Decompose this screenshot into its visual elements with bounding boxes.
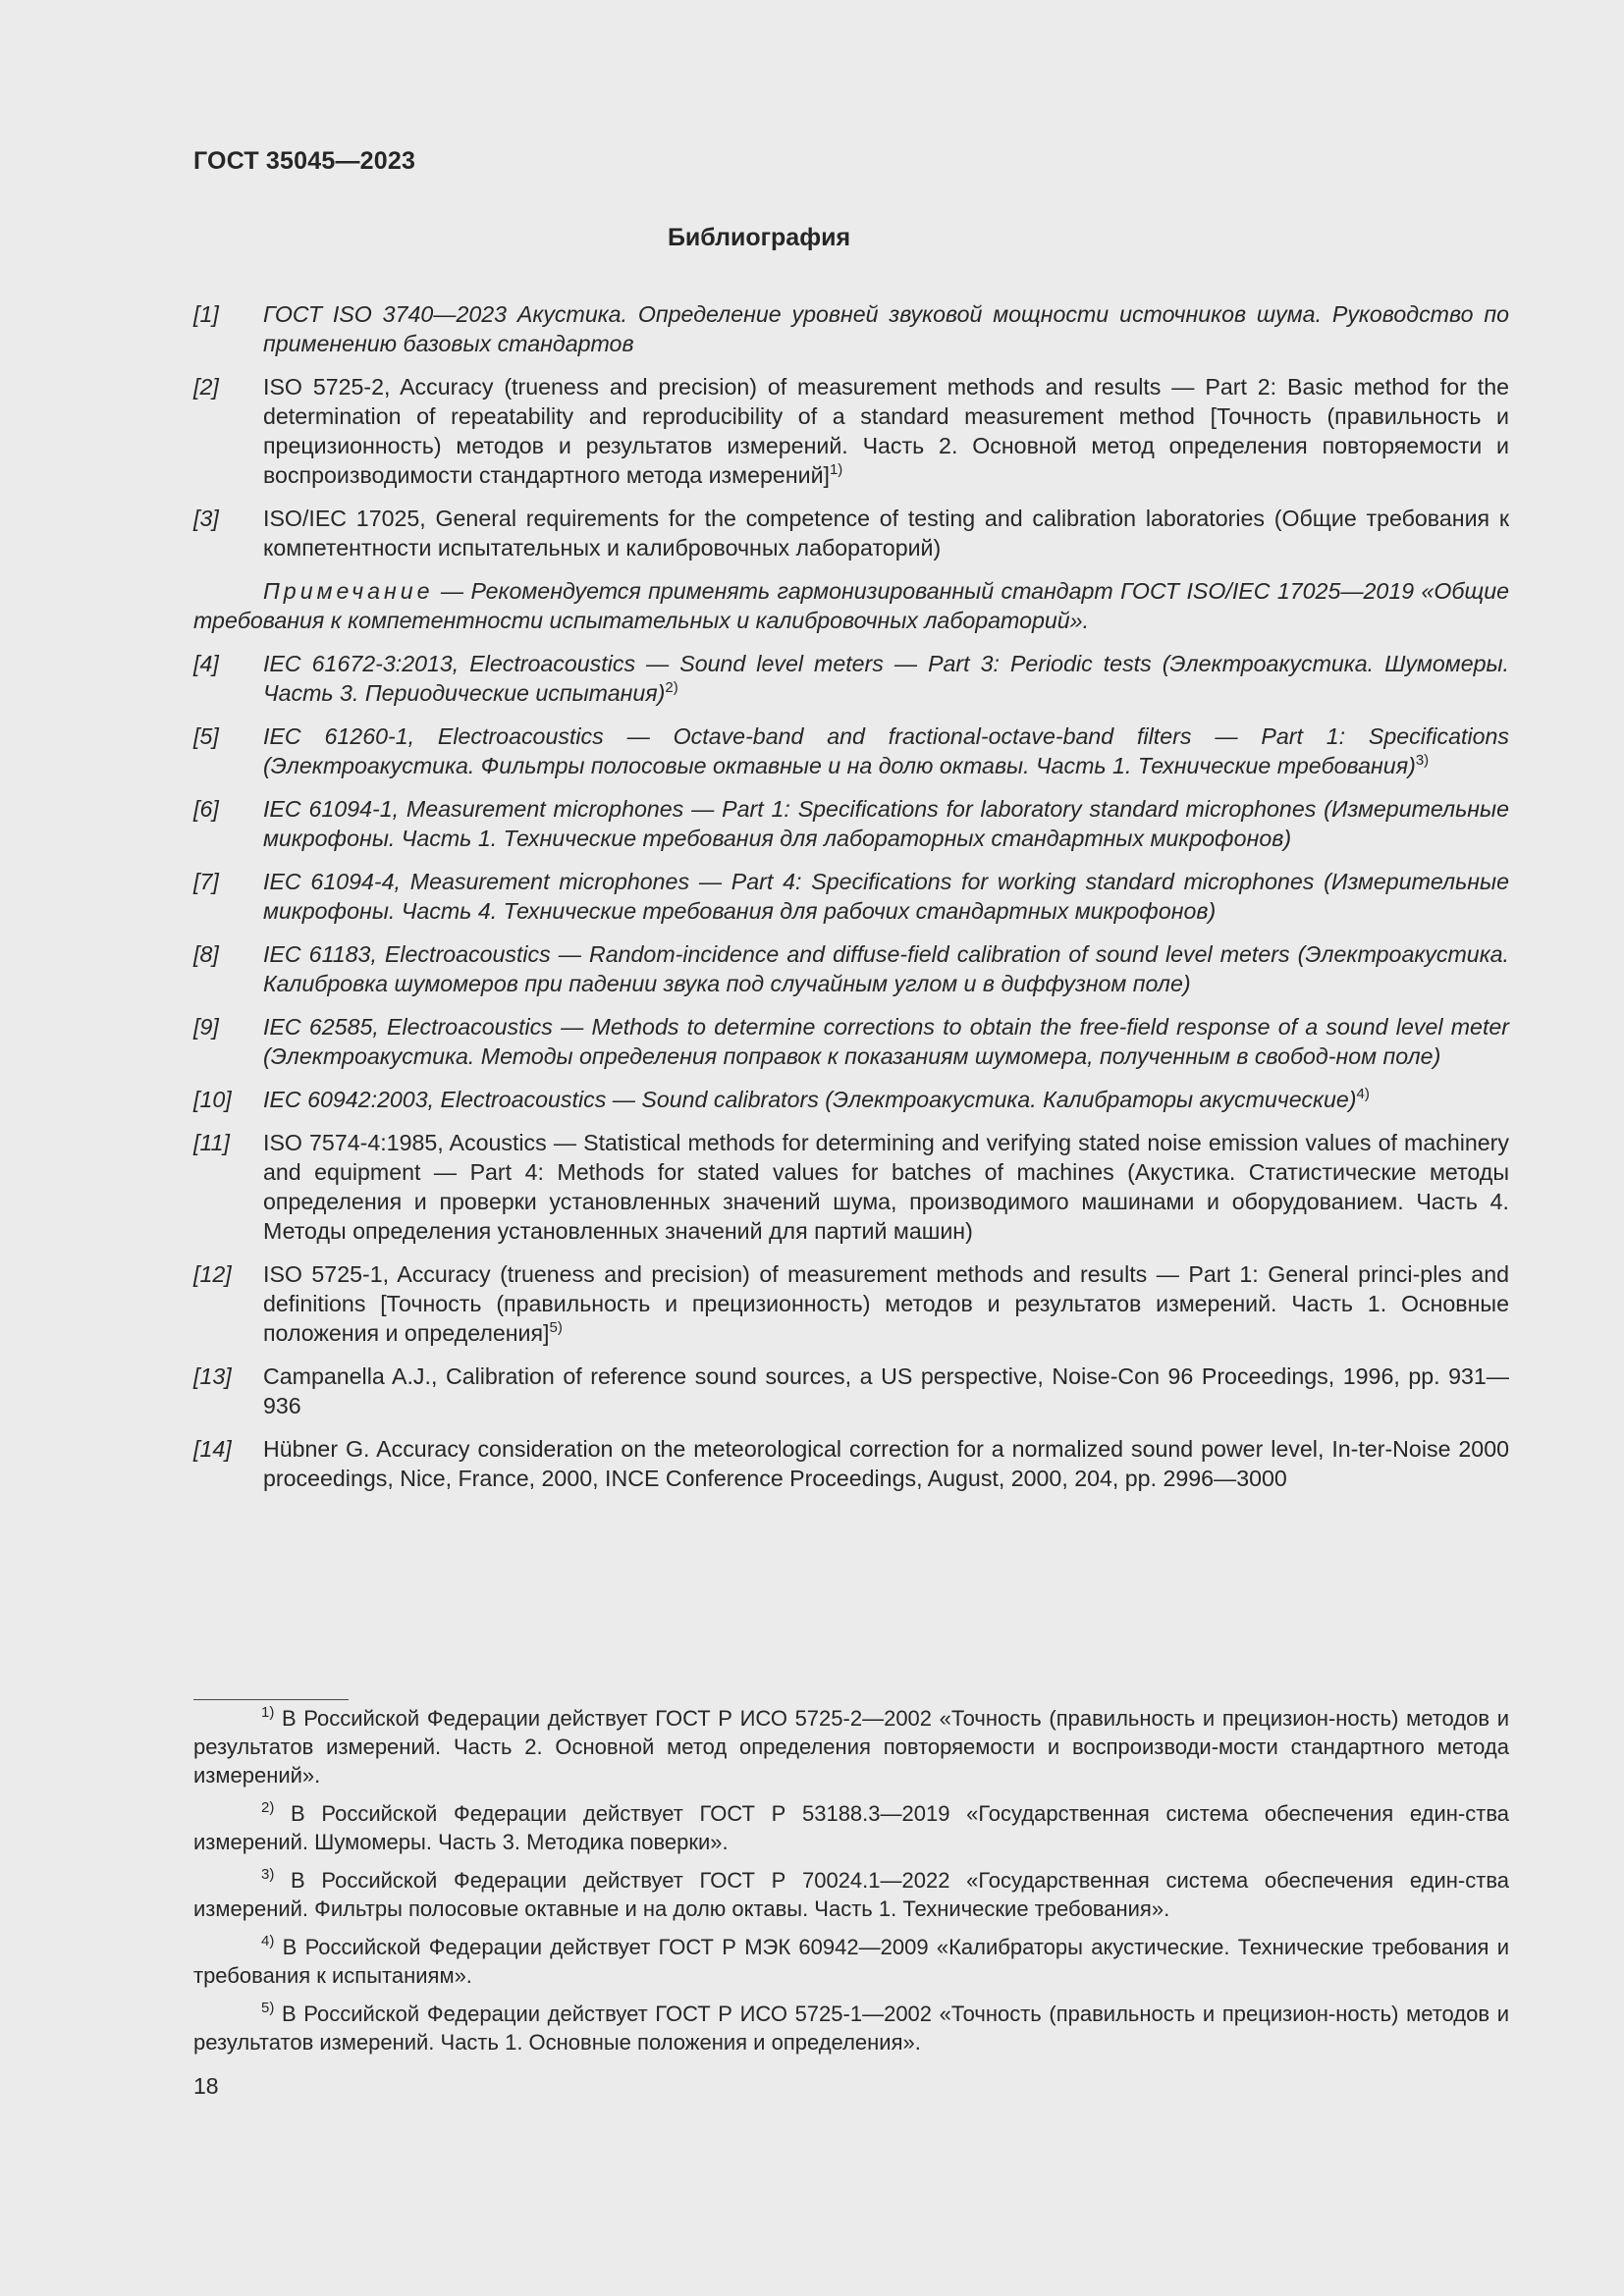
- reference-number: [14]: [193, 1436, 232, 1462]
- footnote-mark: 5): [261, 2000, 275, 2016]
- footnotes: [193, 1704, 1509, 2066]
- reference-item: [193, 721, 1509, 780]
- reference-number: [3]: [193, 506, 219, 531]
- reference-item: [193, 867, 1509, 926]
- reference-text: IEC 61672-3:2013, Electroacoustics — Sound level meters — Part 3: Periodic tests (Электроакустика. Шумомеры. Часть 3. Периодические испытания): [263, 651, 1509, 706]
- reference-number: [6]: [193, 796, 219, 822]
- reference-text: IEC 61260-1, Electroacoustics — Octave-band and fractional-octave-band filters — Part 1: Specifications (Электроакустика. Фильтры полосовые октавные и на долю октавы. Часть 1. Технические требования): [263, 723, 1509, 778]
- footnote-text: В Российской Федерации действует ГОСТ Р МЭК 60942—2009 «Калибраторы акустические. Технические требования и требования к испытаниям».: [193, 1935, 1509, 1988]
- reference-item: [193, 1362, 1509, 1420]
- reference-item: [193, 1012, 1509, 1071]
- footnote-text: В Российской Федерации действует ГОСТ Р 53188.3—2019 «Государственная система обеспечения един-ства измерений. Шумомеры. Часть 3. Методика поверки».: [193, 1801, 1509, 1854]
- reference-number: [8]: [193, 941, 219, 967]
- reference-number: [12]: [193, 1261, 232, 1287]
- reference-item: [193, 1085, 1509, 1114]
- reference-number: [5]: [193, 723, 219, 749]
- footnote-item: [193, 1933, 1509, 1990]
- footnote-ref: 5): [549, 1319, 563, 1336]
- footnote-mark: 2): [261, 1799, 275, 1816]
- footnote-item: [193, 1866, 1509, 1923]
- reference-text: IEC 61094-1, Measurement microphones — Part 1: Specifications for laboratory standard microphones (Измерительные микрофоны. Часть 1. Технические требования для лабораторных стандартных микрофонов): [263, 796, 1509, 851]
- footnote-ref: 4): [1356, 1086, 1370, 1102]
- reference-item: [193, 939, 1509, 998]
- bibliography-title: Библиография: [667, 224, 851, 251]
- document-designation: ГОСТ 35045—2023: [193, 147, 416, 175]
- reference-text: ISO 5725-2, Accuracy (trueness and precision) of measurement methods and results — Part 2: Basic method for the determination of repeatability and reproducibility of a standard measurement method [Точность (правильность и прецизионность) методов и результатов измерений. Часть 2. Основной метод определения повторяемости и воспроизводимости стандартного метода измерений]: [263, 374, 1509, 488]
- reference-number: [11]: [193, 1130, 230, 1155]
- footnote-item: [193, 1799, 1509, 1856]
- reference-number: [4]: [193, 651, 219, 676]
- reference-item: [193, 504, 1509, 562]
- footnote-text: В Российской Федерации действует ГОСТ Р ИСО 5725-1—2002 «Точность (правильность и прецизион-ность) методов и результатов измерений. Часть 1. Основные положения и определения».: [193, 2002, 1509, 2055]
- reference-item: [193, 649, 1509, 708]
- reference-number: [2]: [193, 374, 219, 400]
- reference-item: [193, 299, 1509, 358]
- footnote-ref: 2): [665, 679, 678, 696]
- footnote-text: В Российской Федерации действует ГОСТ Р 70024.1—2022 «Государственная система обеспечения един-ства измерений. Фильтры полосовые октавные и на долю октавы. Часть 1. Технические требования».: [193, 1868, 1509, 1921]
- footnote-text: В Российской Федерации действует ГОСТ Р ИСО 5725-2—2002 «Точность (правильность и прецизион-ность) методов и результатов измерений. Часть 2. Основной метод определения повторяемости и воспроизводи-мости стандартного метода измерений».: [193, 1706, 1509, 1788]
- footnote-ref: 1): [829, 461, 843, 478]
- footnote-separator: [193, 1699, 349, 1700]
- reference-item: [193, 1259, 1509, 1348]
- footnote-mark: 3): [261, 1866, 275, 1883]
- bibliography-list: [193, 299, 1509, 1507]
- note-label: Примечание: [263, 578, 434, 604]
- reference-text: ISO 5725-1, Accuracy (trueness and precision) of measurement methods and results — Part 1: General princi-ples and definitions [Точность (правильность и прецизионность) методов и результатов измерений. Часть 1. Основные положения и определения]: [263, 1261, 1509, 1346]
- reference-number: [9]: [193, 1014, 219, 1040]
- reference-text: ГОСТ ISO 3740—2023 Акустика. Определение уровней звуковой мощности источников шума. Руководство по применению базовых стандартов: [263, 301, 1509, 356]
- footnote-item: [193, 2000, 1509, 2056]
- footnote-ref: 3): [1415, 752, 1430, 769]
- reference-item: [193, 1128, 1509, 1246]
- reference-note: [193, 576, 1509, 635]
- reference-item: [193, 1434, 1509, 1493]
- reference-text: IEC 61183, Electroacoustics — Random-incidence and diffuse-field calibration of sound level meters (Электроакустика. Калибровка шумомеров при падении звука под случайным углом и в диффузном поле): [263, 941, 1509, 996]
- reference-number: [10]: [193, 1087, 232, 1112]
- reference-number: [7]: [193, 869, 219, 894]
- footnote-item: [193, 1704, 1509, 1789]
- reference-item: [193, 372, 1509, 490]
- footnote-mark: 4): [261, 1933, 275, 1949]
- footnote-mark: 1): [261, 1704, 275, 1721]
- reference-text: ISO 7574-4:1985, Acoustics — Statistical methods for determining and verifying stated noise emission values of machinery and equipment — Part 4: Methods for stated values for batches of machines (Акустика. Статистические методы определения и проверки установленных значений шума, производимого машинами и оборудованием. Часть 4. Методы определения установленных значений для партий машин): [263, 1130, 1509, 1244]
- reference-text: IEC 60942:2003, Electroacoustics — Sound calibrators (Электроакустика. Калибраторы акустические): [263, 1087, 1357, 1112]
- reference-text: Hübner G. Accuracy consideration on the meteorological correction for a normalized sound power level, In-ter-Noise 2000 proceedings, Nice, France, 2000, INCE Conference Proceedings, August, 2000, 204, pp. 2996—3000: [263, 1436, 1509, 1491]
- reference-text: Campanella A.J., Calibration of reference sound sources, a US perspective, Noise-Con 96 Proceedings, 1996, pp. 931—936: [263, 1363, 1509, 1418]
- note-text: — Рекомендуется применять гармонизированный стандарт ГОСТ ISO/IEC 17025—2019 «Общие требования к компетентности испытательных и калибровочных лабораторий».: [193, 578, 1509, 633]
- page-number: 18: [193, 2073, 219, 2099]
- reference-item: [193, 794, 1509, 853]
- reference-text: IEC 61094-4, Measurement microphones — Part 4: Specifications for working standard microphones (Измерительные микрофоны. Часть 4. Технические требования для рабочих стандартных микрофонов): [263, 869, 1509, 924]
- reference-text: IEC 62585, Electroacoustics — Methods to determine corrections to obtain the free-field response of a sound level meter (Электроакустика. Методы определения поправок к показаниям шумомера, полученным в свобод-ном поле): [263, 1014, 1509, 1069]
- reference-number: [13]: [193, 1363, 232, 1389]
- reference-number: [1]: [193, 301, 219, 327]
- reference-text: ISO/IEC 17025, General requirements for the competence of testing and calibration laboratories (Общие требования к компетентности испытательных и калибровочных лабораторий): [263, 506, 1509, 561]
